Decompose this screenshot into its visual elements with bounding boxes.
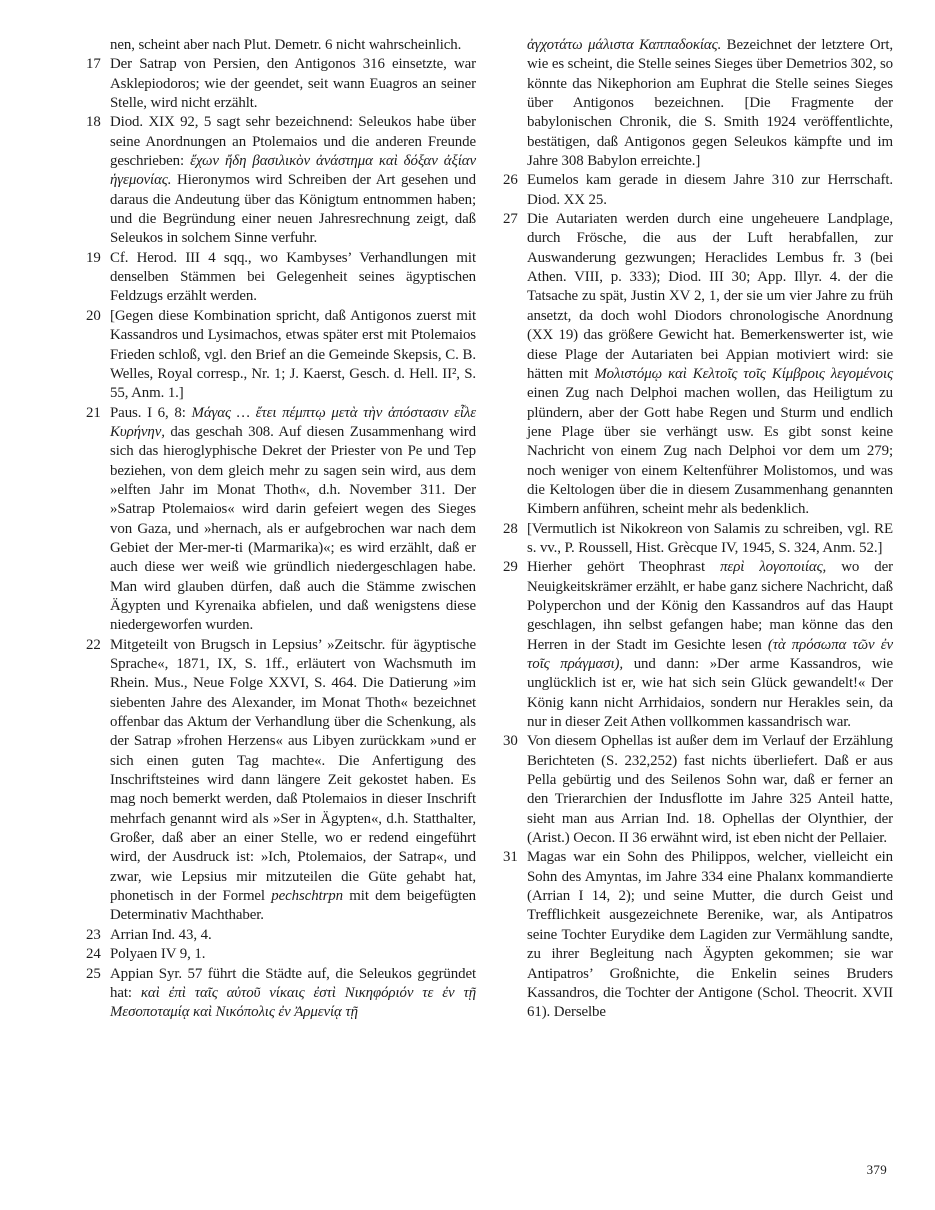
footnote-continuation — [86, 36, 476, 55]
footnote-18 — [86, 113, 476, 248]
page-number: 379 — [866, 1162, 887, 1177]
greek-phrase: περὶ λογοποιίας, — [720, 559, 827, 576]
text-segment: Polyaen IV 9, 1. — [110, 946, 206, 963]
footnote-text — [110, 966, 476, 1021]
greek-phrase: Μολιστόμῳ καὶ Κελτοῖς τοῖς Κίμβροις λεγομένοις — [594, 365, 894, 382]
footnote-text — [110, 927, 212, 943]
text-columns — [86, 36, 893, 1023]
footnote-number: 31 — [503, 849, 518, 866]
footnote-29 — [503, 558, 893, 732]
footnote-number: 18 — [86, 114, 101, 131]
text-segment: Hieronymos wird Schreiben der Art gesehen und daraus die Andeutung über das Königtum entnommen haben; und die Begründung einer neuen Jahresrechnung zeigt, daß Seleukos in solchem Sinne verfuhr. — [110, 172, 476, 247]
left-column — [86, 36, 476, 1023]
footnote-text — [110, 308, 476, 401]
footnote-text — [110, 405, 476, 634]
footnote-number: 27 — [503, 211, 518, 228]
footnote-number: 21 — [86, 404, 101, 421]
text-segment: [Gegen diese Kombination spricht, daß Antigonos zuerst mit Kassandros und Lysimachos, etwas später erst mit Ptolemaios Frieden schloß, vgl. den Brief an die Gemeinde Skepsis, C. B. Welles, Royal corresp., Nr. 1; J. Kaerst, Gesch. d. Hell. II², S. 55, Anm. 1.] — [110, 307, 476, 402]
text-segment: Arrian Ind. 43, 4. — [110, 926, 212, 943]
footnote-number: 26 — [503, 172, 518, 189]
footnote-number: 17 — [86, 56, 101, 73]
footnote-text — [110, 946, 205, 962]
text-segment: Cf. Herod. III 4 sqq., wo Kambyses’ Verhandlungen mit denselben Stämmen bei Gelegenheit seines ägyptischen Feldzugs erzählt werden. — [110, 249, 476, 305]
footnote-31 — [503, 848, 893, 1022]
footnote-19 — [86, 249, 476, 307]
footnote-number: 20 — [86, 307, 101, 324]
greek-phrase: (τὰ πρόσωπα τῶν ἐν τοῖς πράγμασι), — [527, 636, 893, 672]
text-segment: das geschah 308. Auf diesen Zusammenhang wird sich das hieroglyphische Dekret der Priester von Pe und Tep beziehen, von dem gleich mehr zu sagen sein wird, aus dem »elften Jahr im Monat Thoth«, d.h. November 311. Der »Satrap Ptolemaios« wird darin gefeiert wegen des Sieges von Gaza, und »hernach, als er aufgebrochen war nach dem Gebiet der Mer-mer-ti (Marmarika)«; es wird erzählt, daß er auch diese wer weiß wie gründlich niedergeschlagen habe. Man wird glauben dürfen, daß auch die Stämme zwischen Ägypten und Kyrenaika abfielen, und daß wenigstens diese niedergeworfen wurden. — [110, 423, 476, 634]
text-segment: einen Zug nach Delphoi machen wollen, das Heiligtum zu plündern, aber der Gott habe Regen und Sturm und endlich jene Plage über sie verhängt usw. Es gibt sonst keine Nachricht von einem Zug nach Delphoi vor dem um 279; noch weniger von einem Keltenführer Molistomos, und was die Keltologen über die in diesem Zusammenhang genannten Kimbern anführen, scheint mehr als bedenklich. — [527, 385, 893, 518]
text-segment: Eumelos kam gerade in diesem Jahre 310 zur Herrschaft. Diod. XX 25. — [527, 172, 893, 208]
text-segment: Von diesem Ophellas ist außer dem im Verlauf der Erzählung Berichteten (S. 232,252) fast nichts überliefert. Daß er aus Pella gebürtig und des Seilenos Sohn war, daß er ferner an den Trierarchien der Indusflotte im Jahre 325 Anteil hatte, sieht man aus Arrian Ind. 18. Ophellas der Olynthier, der (Arist.) Oecon. II 36 erwähnt wird, ist eben nicht der Pellaier. — [527, 733, 893, 847]
footnote-text — [110, 114, 476, 246]
footnote-27 — [503, 210, 893, 520]
footnote-23 — [86, 926, 476, 945]
text-segment: Der Satrap von Persien, den Antigonos 316 einsetzte, war Asklepiodoros; wie der geendet, seit wann Euagros an seiner Stelle, wird nicht erzählt. — [110, 56, 476, 112]
text-segment: [Vermutlich ist Nikokreon von Salamis zu schreiben, vgl. RE s. vv., P. Roussell, Hist. Grècque IV, 1945, S. 324, Anm. 52.] — [527, 520, 893, 556]
footnote-28 — [503, 520, 893, 559]
footnote-number: 19 — [86, 249, 101, 266]
text-segment: nen, scheint aber nach Plut. Demetr. 6 nicht wahrscheinlich. — [110, 37, 462, 53]
text-segment: Die Autariaten werden durch eine ungeheuere Landplage, durch Frösche, die aus der Luft herabfallen, zur Auswanderung gezwungen; Heraclides Lembus fr. 3 (bei Athen. VIII, p. 333); Diod. III 30; App. Illyr. 4. der die Tatsache zu spät, Justin XV 2, 1, der sie um vier Jahre zu früh ansetzt, da doch wohl Diodors chronologische Anordnung (XX 19) das größere Gewicht hat. Bemerkenswerter ist, wie diese Plage der Autariaten bei Appian motiviert wird: sie hätten mit — [527, 211, 893, 382]
footnote-text — [527, 172, 893, 207]
text-segment: Paus. I 6, 8: — [110, 404, 192, 421]
text-segment: Appian Syr. 57 führt die Städte auf, die Seleukos gegründet hat: — [110, 965, 476, 1001]
footnote-text — [527, 521, 893, 556]
footnote-25 — [86, 965, 476, 1023]
footnote-number: 29 — [503, 559, 518, 576]
footnote-number: 24 — [86, 946, 101, 963]
footnote-20 — [86, 307, 476, 404]
footnote-text — [527, 733, 893, 846]
text-segment: Diod. XIX 92, 5 sagt sehr bezeichnend: Seleukos habe über seine Anordnungen an Ptolemaios und die anderen Freunde geschrieben: — [110, 114, 476, 170]
footnote-number: 25 — [86, 965, 101, 982]
footnote-text — [110, 56, 476, 111]
footnote-text — [527, 849, 893, 1020]
footnote-26 — [503, 171, 893, 210]
text-segment: und dann: »Der arme Kassandros, wie unglücklich ist er, wie hat sich sein Glück gewandelt!« Der König kann nicht Arrhidaios, sondern nur Herakles sein, da nur in dieser Zeit Athen vollkommen kassandrisch war. — [527, 656, 893, 731]
footnote-22 — [86, 636, 476, 926]
footnote-text — [110, 637, 476, 924]
footnote-30 — [503, 732, 893, 848]
footnote-17 — [86, 55, 476, 113]
footnote-text — [527, 211, 893, 517]
text-segment: mit dem beigefügten Determinativ Machthaber. — [110, 888, 477, 924]
greek-phrase: Μάγας … ἔτει πέμπτῳ μετὰ τὴν ἀπόστασιν εἷλε Κυρήνην, — [110, 404, 476, 440]
greek-phrase: pechschtrpn — [271, 888, 343, 905]
footnote-text — [527, 37, 893, 169]
text-segment: Mitgeteilt von Brugsch in Lepsius’ »Zeitschr. für ägyptische Sprache«, 1871, IX, S. 1ff., erläutert von Wachsmuth im Rhein. Mus., Neue Folge XXVI, S. 464. Die Datierung »im siebenten Jahre des Alexander, im Monat Thoth« bezeichnet offenbar das Aktum der Verhandlung über die Schenkung, als der Satrap »frohen Herzens« aus Libyen zurückkam »und er sich einen guten Tag machte«. Die Anfertigung des Inschriftsteines wird dann längere Zeit gekostet haben. Es mag noch bemerkt werden, daß Ptolemaios in dieser Inschrift mehrfach genannt wird als »Ser in Ägypten«, d.h. Statthalter, Großer, daß aber an einer Stelle, wo er redend eingeführt wird, der Ausdruck ist: »Ich, Ptolemaios, der Satrap«, und zwar, wie Lepsius mir mitzuteilen die Güte gehabt hat, phonetisch in der Formel — [110, 636, 476, 905]
footnote-number: 30 — [503, 733, 518, 750]
right-column — [503, 36, 893, 1023]
greek-phrase: ἀγχοτάτω μάλιστα Καππαδοκίας. — [527, 37, 722, 53]
footnote-24 — [86, 945, 476, 964]
text-segment: Hierher gehört Theophrast — [527, 559, 721, 576]
text-segment: Bezeichnet der letztere Ort, wie es scheint, die Stelle seines Sieges über Demetrios 302, so könnte das Nikephorion am Euphrat die Stelle seines Sieges über Antigonos bezeichnen. [Die Fragmente der babylonischen Chronik, die S. Smith 1924 veröffentlichte, bestätigen, daß Antigonos gegen Seleukos kämpfte und im Jahre 308 Babylon erreichte.] — [527, 37, 893, 170]
greek-phrase: ἔχων ἤδη βασιλικὸν ἀνάστημα καὶ δόξαν ἀξίαν ἡγεμονίας. — [110, 153, 477, 189]
footnote-text — [110, 37, 461, 53]
footnote-number: 22 — [86, 636, 101, 653]
footnote-continuation — [503, 36, 893, 171]
footnote-text — [527, 559, 893, 730]
greek-phrase: καὶ ἐπὶ ταῖς αὐτοῦ νίκαις ἐστὶ Νικηφόριόν τε ἐν τῇ Μεσοποταμίᾳ καὶ Νικόπολις ἐν Ἀρμενίᾳ τῇ — [110, 984, 476, 1021]
footnote-text — [110, 250, 476, 305]
footnote-21 — [86, 404, 476, 636]
text-segment: wo der Neuigkeitskrämer erzählt, er habe ganz sichere Nachricht, daß Polyperchon und der König den Kassandros auf das Haupt geschlagen, ihn selbst gefangen habe; man könne das den Herren in der Stadt im Gesichte lesen — [527, 559, 893, 653]
text-segment: Magas war ein Sohn des Philippos, welcher, vielleicht ein Sohn des Amyntas, im Jahre 334 eine Phalanx kommandierte (Arrian I 14, 2); und seine Mutter, die durch Geist und Trefflichkeit ausgezeichnete Berenike, war, als Antipatros seine Tochter Eurydike dem Lagiden zur Vermählung sandte, zu ihrer Begleitung nach Ägypten gekommen; sie war Antipatros’ Großnichte, die Enkelin seines Bruders Kassandros, die Tochter der Antigone (Schol. Theocrit. XVII 61). Derselbe — [527, 849, 893, 1021]
footnote-number: 28 — [503, 520, 518, 537]
footnote-number: 23 — [86, 926, 101, 943]
